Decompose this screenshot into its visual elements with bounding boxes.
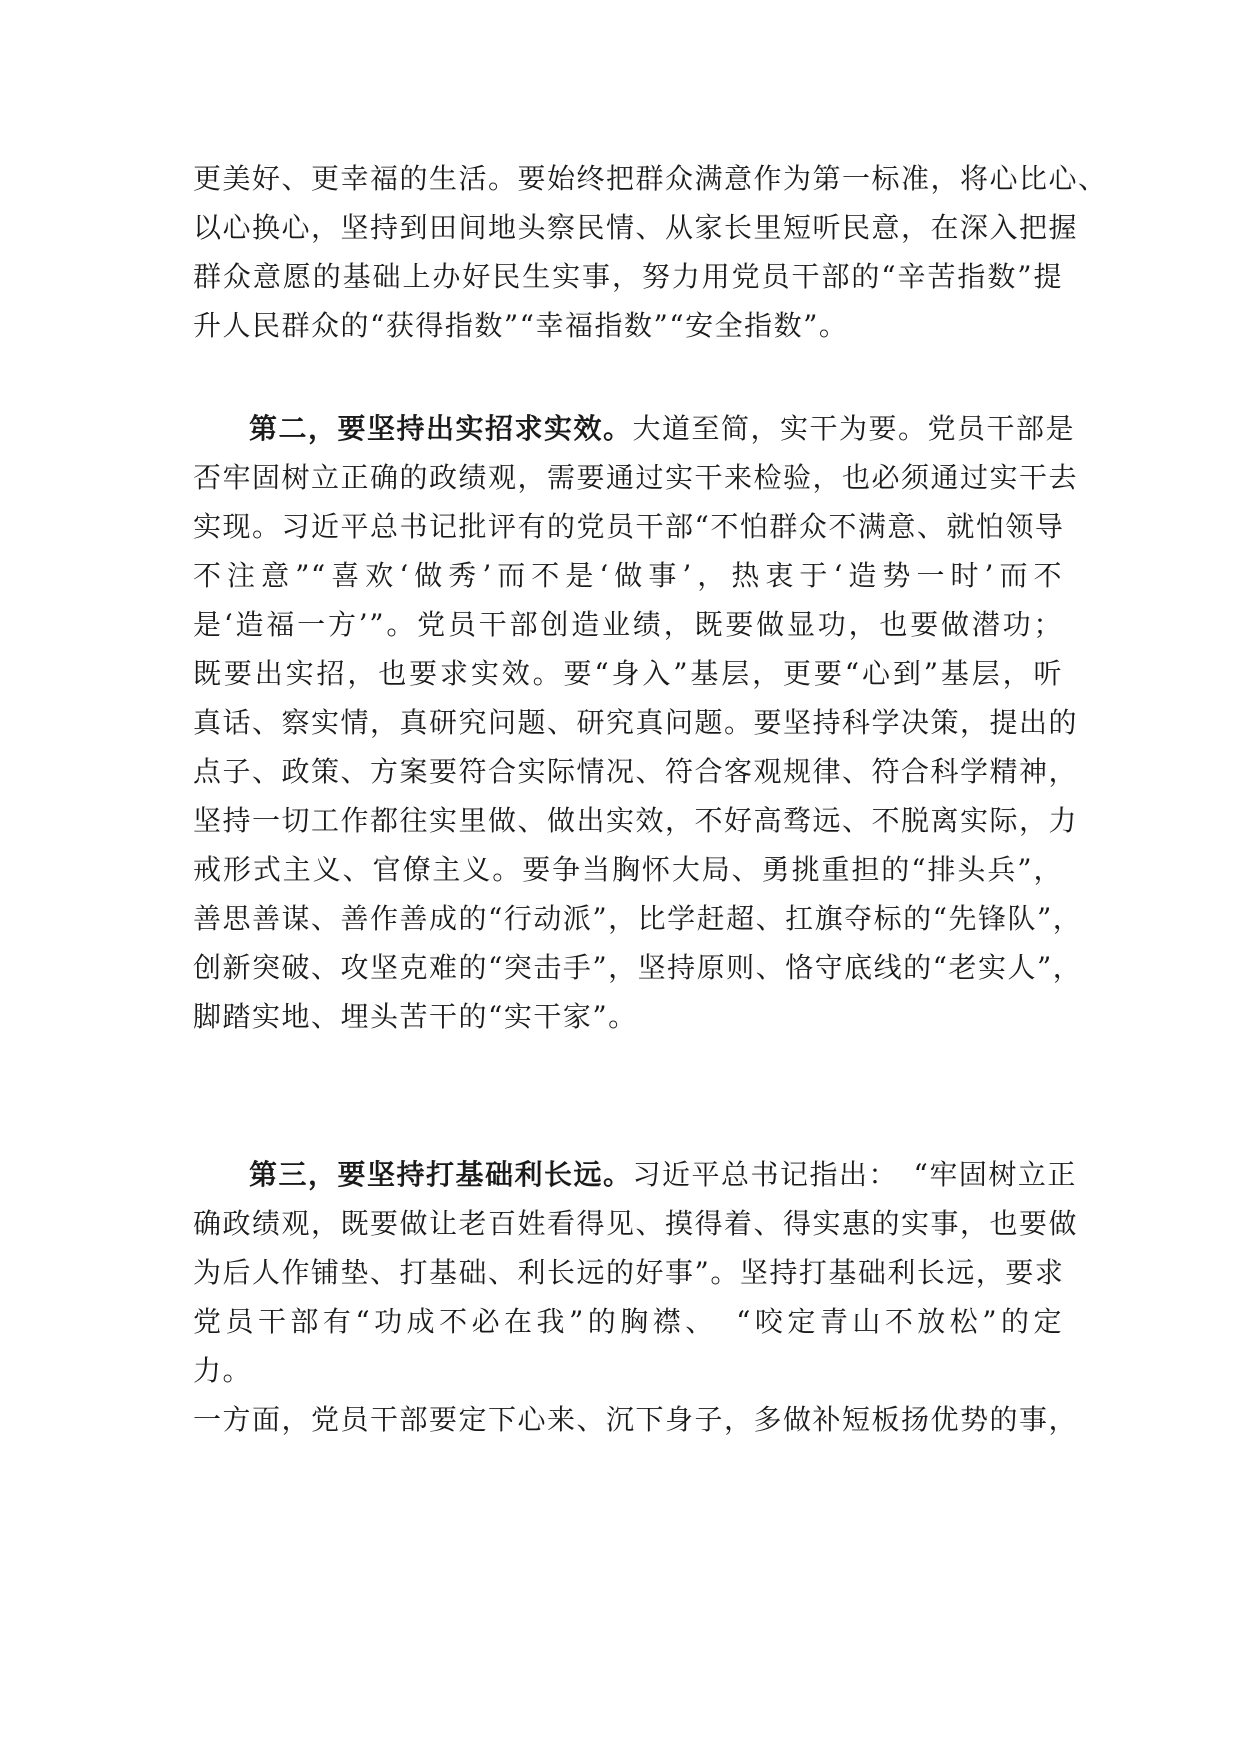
text-line: 力。: [193, 1354, 253, 1387]
text-line: 更美好、更幸福的生活。要始终把群众满意作为第一标准，将心比心、: [193, 162, 1108, 195]
text-line: 为后人作铺垫、打基础、利长远的好事”。坚持打基础利长远，要求: [193, 1256, 1065, 1289]
paragraph-one-hand: [193, 1395, 1079, 1444]
text-line: 否牢固树立正确的政绩观，需要通过实干来检验，也必须通过实干去: [193, 461, 1079, 494]
paragraph-third-point: [193, 1150, 1079, 1395]
text-line: 实现。习近平总书记批评有的党员干部“不怕群众不满意、就怕领导: [193, 510, 1065, 543]
text-line: 善思善谋、善作善成的“行动派”，比学赶超、扛旗夺标的“先锋队”，: [193, 902, 1083, 935]
text-line: 真话、察实情，真研究问题、研究真问题。要坚持科学决策，提出的: [193, 706, 1079, 739]
section-heading-second: 第二，要坚持出实招求实效。: [249, 412, 633, 445]
section-heading-third: 第三，要坚持打基础利长远。: [249, 1158, 633, 1191]
text-line: 以心换心，坚持到田间地头察民情、从家长里短听民意，在深入把握: [193, 211, 1079, 244]
paragraph-second-point: [193, 404, 1083, 1041]
text-line: 坚持一切工作都往实里做、做出实效，不好高骛远、不脱离实际，力: [193, 804, 1079, 837]
first-line-text: 习近平总书记指出： “牢固树立正: [632, 1158, 1077, 1191]
text-line: 戒形式主义、官僚主义。要争当胸怀大局、勇挑重担的“排头兵”，: [193, 853, 1063, 886]
text-line: 一方面，党员干部要定下心来、沉下身子，多做补短板扬优势的事，: [193, 1403, 1079, 1436]
text-line: 既要出实招，也要求实效。要“身入”基层，更要“心到”基层，听: [193, 657, 1063, 690]
text-line: 党员干部有“功成不必在我”的胸襟、 “咬定青山不放松”的定: [193, 1305, 1063, 1338]
text-line-first: [193, 404, 1076, 453]
text-line: 确政绩观，既要做让老百姓看得见、摸得着、得实惠的实事，也要做: [193, 1207, 1079, 1240]
text-line: 创新突破、攻坚克难的“突击手”，坚持原则、恪守底线的“老实人”，: [193, 951, 1083, 984]
text-line-first: [193, 1150, 1077, 1199]
paragraph-continuation: [193, 154, 1108, 350]
text-line: 脚踏实地、埋头苦干的“实干家”。: [193, 1000, 638, 1033]
text-line: 群众意愿的基础上办好民生实事，努力用党员干部的“辛苦指数”提: [193, 260, 1063, 293]
text-line: 是‘造福一方’”。党员干部创造业绩，既要做显功，也要做潜功；: [193, 608, 1063, 641]
first-line-text: 大道至简，实干为要。党员干部是: [632, 412, 1076, 445]
text-line: 升人民群众的“获得指数”“幸福指数”“安全指数”。: [193, 309, 849, 342]
text-line: 点子、政策、方案要符合实际情况、符合客观规律、符合科学精神，: [193, 755, 1079, 788]
text-line: 不注意”“喜欢‘做秀’而不是‘做事’，热衷于‘造势一时’而不: [193, 559, 1063, 592]
